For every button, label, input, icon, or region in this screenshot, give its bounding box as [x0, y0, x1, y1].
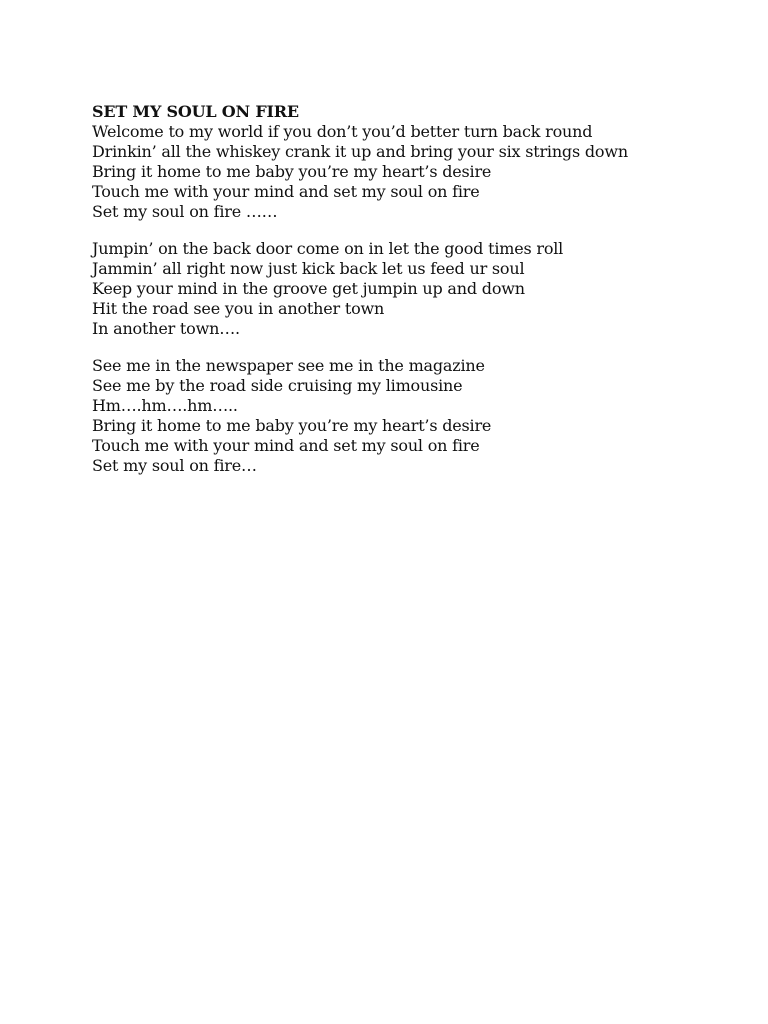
lyric-line: Touch me with your mind and set my soul on fire: [92, 436, 480, 455]
lyric-line: Touch me with your mind and set my soul on fire: [92, 182, 480, 201]
lyric-line: In another town….: [92, 319, 240, 338]
lyric-line: See me in the newspaper see me in the magazine: [92, 356, 485, 375]
lyric-line: Bring it home to me baby you’re my heart’s desire: [92, 416, 492, 435]
lyric-line: Set my soul on fire ……: [92, 202, 278, 221]
song-title: SET MY SOUL ON FIRE: [92, 102, 299, 121]
lyric-line: Welcome to my world if you don’t you’d better turn back round: [92, 122, 593, 141]
stanza-3: [92, 356, 732, 476]
lyric-line: Hm….hm….hm…..: [92, 396, 238, 415]
lyric-line: Drinkin’ all the whiskey crank it up and bring your six strings down: [92, 142, 628, 161]
lyric-line: Jammin’ all right now just kick back let us feed ur soul: [92, 259, 525, 278]
lyric-line: Set my soul on fire…: [92, 456, 257, 475]
stanza-2: [92, 239, 732, 339]
stanza-1: [92, 122, 732, 222]
lyric-line: See me by the road side cruising my limousine: [92, 376, 463, 395]
lyrics-body: [92, 102, 732, 476]
lyric-line: Jumpin’ on the back door come on in let the good times roll: [92, 239, 564, 258]
lyric-line: Bring it home to me baby you’re my heart’s desire: [92, 162, 492, 181]
lyric-line: Keep your mind in the groove get jumpin up and down: [92, 279, 525, 298]
lyric-line: Hit the road see you in another town: [92, 299, 385, 318]
